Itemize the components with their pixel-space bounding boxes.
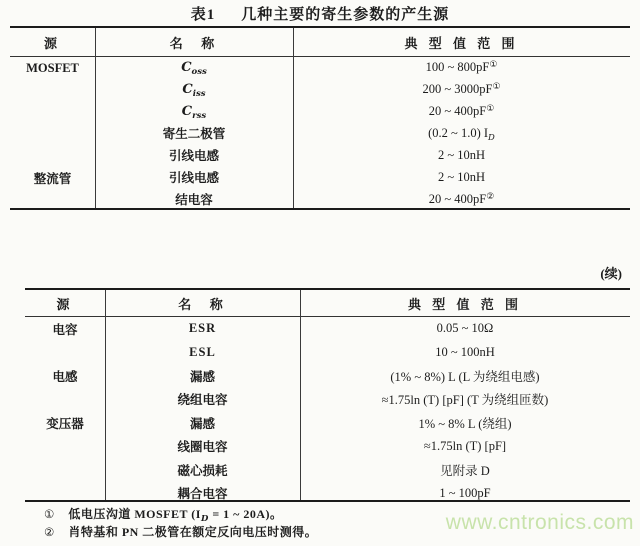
table-title — [0, 3, 640, 24]
column-divider — [300, 290, 301, 500]
table-row — [25, 458, 630, 482]
table-row — [25, 411, 630, 435]
table-row — [25, 388, 630, 412]
table-number: 表1 — [190, 7, 216, 23]
footnote-1 — [44, 505, 317, 523]
value-cell: 1% ~ 8% L (绕组) — [418, 416, 512, 431]
footnote-ref-icon: ① — [486, 103, 495, 114]
source-cell: 电容 — [52, 322, 78, 337]
table-row — [10, 167, 630, 189]
name-cell: 漏感 — [189, 416, 215, 431]
name-cell: 引线电感 — [168, 171, 219, 185]
value-cell: 0.05 ~ 10Ω — [436, 321, 494, 336]
value-cell: 100 ~ 800pF① — [425, 59, 498, 74]
table-row — [10, 79, 630, 101]
parasitic-parameters-table-1 — [10, 26, 630, 210]
name-cell: ESL — [189, 344, 216, 359]
value-cell: 见附录 D — [440, 463, 490, 478]
name-cell: 磁心损耗 — [177, 463, 228, 478]
column-divider — [105, 290, 106, 500]
source-cell: 整流管 — [33, 172, 72, 186]
name-cell: 寄生二极管 — [162, 127, 226, 141]
table-row — [25, 317, 630, 341]
table2-header-row — [25, 290, 630, 317]
value-cell: (0.2 ~ 1.0) $I_D$ — [428, 125, 495, 143]
column-divider — [293, 28, 294, 208]
table-row — [10, 145, 630, 167]
table-title-text: 几种主要的寄生参数的产生源 — [241, 7, 450, 23]
header-source: 源 — [56, 296, 74, 312]
value-cell: ≈1.75ln (T) [pF] (T 为绕组匝数) — [381, 393, 549, 408]
column-divider — [95, 28, 96, 208]
footnote-1-text: 低电压沟道 MOSFET ($I_D = 1$ ~ 20A)。 — [68, 507, 283, 524]
table-row — [25, 364, 630, 388]
footnote-ref-icon: ② — [486, 191, 495, 202]
name-cell: 结电容 — [175, 193, 213, 207]
table-row — [10, 123, 630, 145]
header-typical-range: 典 型 值 范 围 — [407, 296, 522, 312]
value-cell: (1% ~ 8%) L (L 为绕组电感) — [390, 369, 540, 384]
value-cell: 2 ~ 10nH — [437, 147, 486, 162]
watermark: www.cntronics.com — [445, 511, 634, 534]
source-cell: 电感 — [52, 369, 78, 384]
name-cell: 耦合电容 — [177, 487, 228, 502]
name-cell: $C_{oss}$ — [181, 59, 207, 77]
name-cell: 漏感 — [189, 369, 215, 384]
table-row — [10, 101, 630, 123]
table-row — [25, 341, 630, 365]
value-cell: 20 ~ 400pF① — [428, 103, 495, 118]
footnote-2-marker-icon: ② — [44, 525, 55, 539]
name-cell: ESR — [188, 321, 217, 336]
parasitic-parameters-table-2 — [25, 288, 630, 502]
table-row — [10, 189, 630, 211]
name-cell: 绕组电容 — [177, 393, 228, 408]
header-name: 名 称 — [178, 296, 227, 312]
footnote-2-text: 肖特基和 PN 二极管在额定反向电压时测得。 — [68, 525, 318, 539]
footnote-ref-icon: ① — [489, 59, 498, 70]
header-name: 名 称 — [169, 35, 219, 51]
value-cell: 10 ~ 100nH — [435, 344, 495, 359]
footnotes — [44, 505, 317, 541]
header-source: 源 — [43, 35, 61, 51]
table-row — [25, 435, 630, 459]
value-cell: 2 ~ 10nH — [437, 169, 486, 184]
value-cell: 1 ~ 100pF — [439, 485, 491, 500]
value-cell: 200 ~ 3000pF① — [422, 81, 501, 96]
value-cell: ≈1.75ln (T) [pF] — [423, 438, 507, 453]
footnote-2 — [44, 523, 317, 541]
name-cell: $C_{rss}$ — [181, 103, 207, 121]
continued-label: (续) — [600, 266, 622, 281]
value-cell: 20 ~ 400pF② — [428, 191, 495, 206]
name-cell: $C_{iss}$ — [182, 81, 206, 99]
source-cell: MOSFET — [26, 60, 79, 75]
source-cell: 变压器 — [46, 416, 84, 431]
footnote-ref-icon: ① — [492, 81, 501, 92]
name-cell: 线圈电容 — [177, 440, 228, 455]
table-row — [25, 482, 630, 506]
footnote-1-marker-icon: ① — [44, 507, 55, 521]
header-typical-range: 典 型 值 范 围 — [404, 35, 519, 51]
name-cell: 引线电感 — [168, 149, 219, 163]
table1-header-row — [10, 28, 630, 57]
table-row — [10, 57, 630, 79]
